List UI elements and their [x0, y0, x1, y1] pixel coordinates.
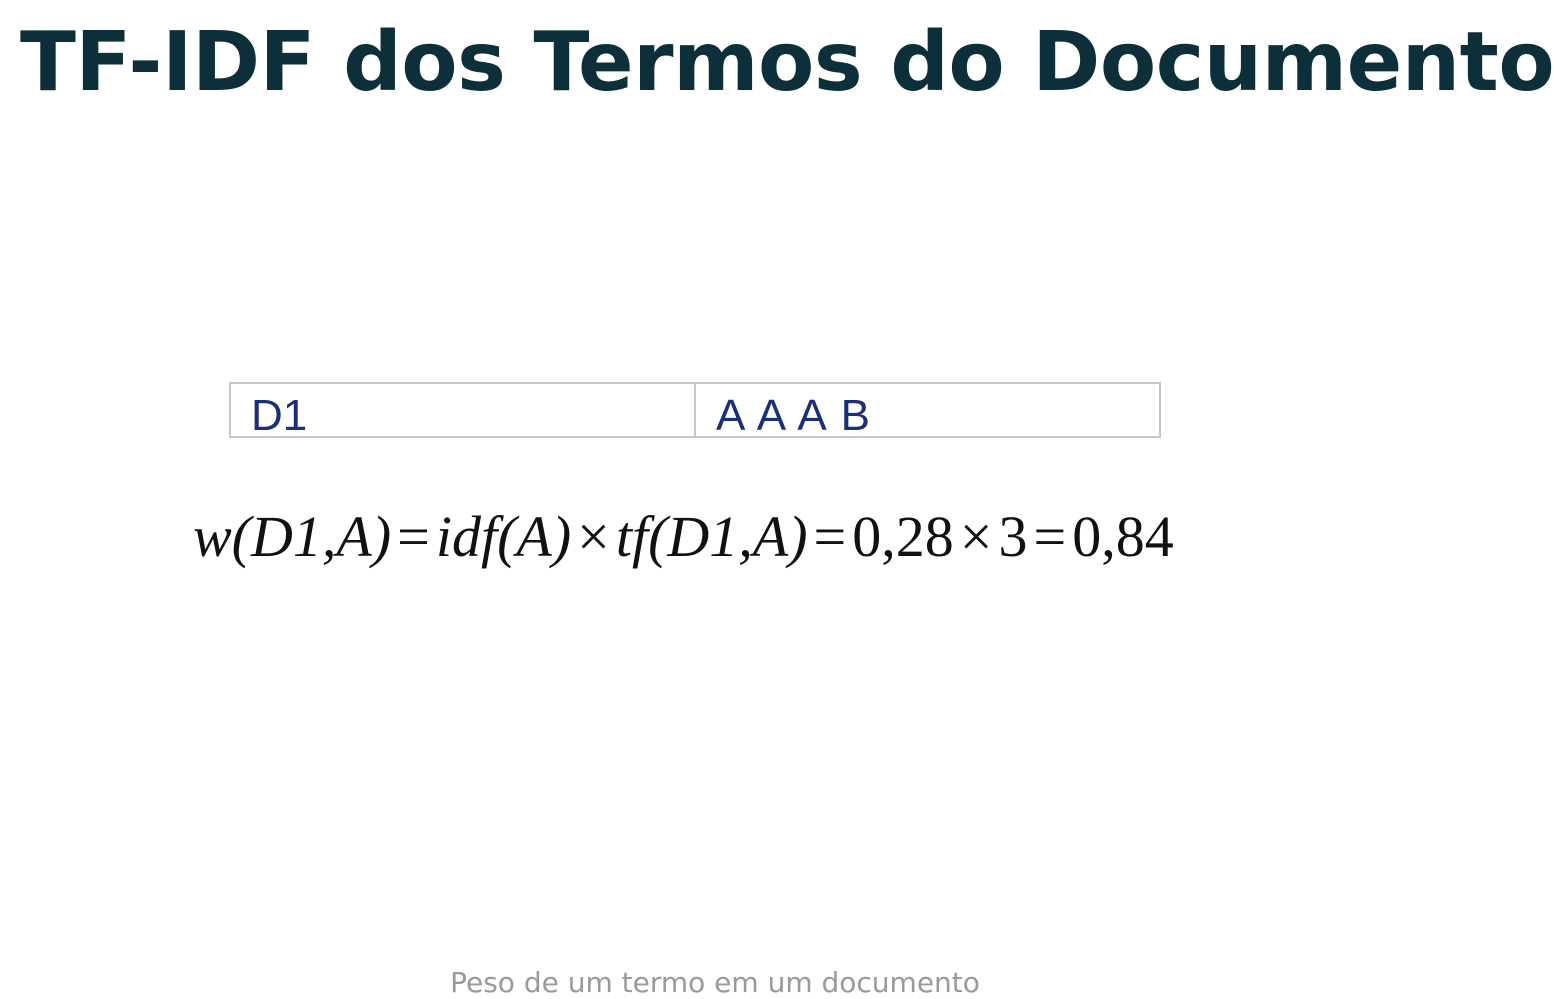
formula-equals-2: = — [813, 504, 847, 569]
tfidf-formula — [193, 505, 1243, 569]
document-id-cell: D1 — [231, 384, 696, 436]
formula-equals-3: = — [1033, 504, 1067, 569]
formula-idf-term: idf(A) — [435, 504, 572, 569]
document-terms-cell: A A A B — [716, 391, 872, 440]
formula-times-2: × — [959, 504, 993, 569]
formula-tf-term: tf(D1,A) — [615, 504, 808, 569]
formula-tf-value: 3 — [998, 504, 1028, 569]
formula-equals-1: = — [397, 504, 430, 569]
slide-title: TF-IDF dos Termos do Documento — [20, 15, 1554, 110]
formula-result: 0,84 — [1072, 504, 1174, 569]
formula-weight-term: w(D1,A) — [193, 504, 392, 569]
formula-idf-value: 0,28 — [852, 504, 954, 569]
document-table — [229, 382, 1161, 438]
formula-times-1: × — [577, 504, 610, 569]
slide-caption: Peso de um termo em um documento — [450, 966, 980, 999]
